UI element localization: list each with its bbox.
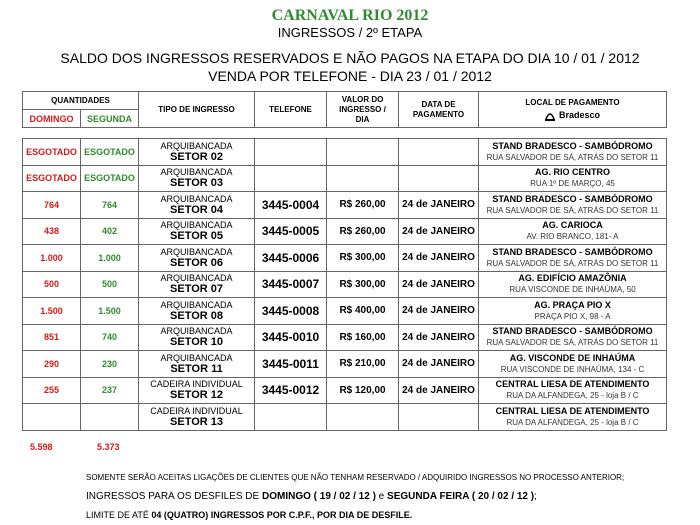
local-name: CENTRAL LIESA DE ATENDIMENTO bbox=[495, 379, 650, 390]
note-2-segunda: SEGUNDA FEIRA ( 20 / 02 / 12 ) bbox=[387, 491, 535, 502]
table-row bbox=[23, 192, 667, 219]
tipo-cell bbox=[139, 377, 255, 404]
setor-label: SETOR 13 bbox=[170, 415, 224, 428]
telefone-cell bbox=[255, 139, 327, 166]
local-address: RUA SALVADOR DE SÁ, ATRÁS DO SETOR 11 bbox=[486, 205, 659, 215]
local-cell bbox=[479, 351, 667, 378]
note-2-text: INGRESSOS PARA OS DESFILES DE bbox=[86, 491, 262, 502]
note-3-limit: 04 (QUATRO) INGRESSOS POR C.P.F., POR DIA DE DESFILE. bbox=[151, 510, 413, 520]
telefone-header: TELEFONE bbox=[255, 92, 327, 128]
note-2-end: ; bbox=[534, 491, 537, 502]
local-cell bbox=[479, 218, 667, 245]
table-row bbox=[23, 404, 667, 431]
local-address: RUA SALVADOR DE SÁ, ATRÁS DO SETOR 11 bbox=[486, 152, 659, 162]
telefone-cell: 3445-0011 bbox=[255, 351, 327, 378]
setor-label: SETOR 11 bbox=[170, 362, 223, 375]
domingo-qty: 500 bbox=[23, 271, 81, 298]
setor-label: SETOR 12 bbox=[170, 389, 224, 402]
bradesco-icon bbox=[545, 109, 555, 121]
domingo-qty: 255 bbox=[23, 377, 81, 404]
local-name: AG. VISCONDE DE INHAÚMA bbox=[509, 352, 636, 363]
tipo-label: ARQUIBANCADA bbox=[160, 352, 233, 363]
table-row bbox=[23, 351, 667, 378]
data-cell: 24 de JANEIRO bbox=[399, 351, 479, 378]
segunda-qty: ESGOTADO bbox=[81, 139, 139, 166]
local-header bbox=[479, 92, 667, 128]
tipo-label: CADEIRA INDIVIDUAL bbox=[150, 379, 243, 390]
telefone-cell: 3445-0010 bbox=[255, 324, 327, 351]
domingo-qty: ESGOTADO bbox=[23, 139, 81, 166]
note-3 bbox=[86, 510, 412, 520]
local-name: STAND BRADESCO - SAMBÓDROMO bbox=[492, 326, 653, 337]
table-row bbox=[23, 298, 667, 325]
data-cell bbox=[399, 139, 479, 166]
table-row bbox=[23, 324, 667, 351]
segunda-qty bbox=[81, 404, 139, 431]
local-address: RUA VISCONDE DE INHAÚMA, 134 - C bbox=[500, 364, 645, 374]
tipo-cell bbox=[139, 298, 255, 325]
tipo-cell bbox=[139, 192, 255, 219]
tipo-cell bbox=[139, 165, 255, 192]
tipo-label: ARQUIBANCADA bbox=[160, 326, 233, 337]
segunda-header: SEGUNDA bbox=[81, 110, 139, 128]
local-name: AG. RIO CENTRO bbox=[535, 167, 611, 178]
table-row bbox=[23, 218, 667, 245]
local-cell bbox=[479, 165, 667, 192]
local-header-label: LOCAL DE PAGAMENTO bbox=[525, 98, 620, 107]
telefone-cell: 3445-0012 bbox=[255, 377, 327, 404]
valor-cell: R$ 120,00 bbox=[327, 377, 399, 404]
tipo-label: CADEIRA INDIVIDUAL bbox=[150, 405, 243, 416]
telefone-cell bbox=[255, 165, 327, 192]
valor-cell: R$ 300,00 bbox=[327, 271, 399, 298]
segunda-qty: 1.500 bbox=[81, 298, 139, 325]
table-row bbox=[23, 139, 667, 166]
telefone-cell: 3445-0004 bbox=[255, 192, 327, 219]
valor-cell: R$ 260,00 bbox=[327, 192, 399, 219]
telefone-cell: 3445-0005 bbox=[255, 218, 327, 245]
segunda-qty: 230 bbox=[81, 351, 139, 378]
page-subtitle: INGRESSOS / 2º ETAPA bbox=[277, 25, 423, 40]
local-address: RUA 1º DE MARÇO, 45 bbox=[530, 179, 615, 189]
note-2 bbox=[86, 491, 537, 502]
valor-cell bbox=[327, 139, 399, 166]
segunda-qty: 500 bbox=[81, 271, 139, 298]
local-name: AG. EDIFÍCIO AMAZÔNIA bbox=[518, 273, 627, 284]
valor-cell bbox=[327, 165, 399, 192]
data-cell bbox=[399, 404, 479, 431]
data-cell: 24 de JANEIRO bbox=[399, 377, 479, 404]
setor-label: SETOR 08 bbox=[170, 309, 224, 322]
local-cell bbox=[479, 298, 667, 325]
domingo-qty: 851 bbox=[23, 324, 81, 351]
note-1: SOMENTE SERÃO ACEITAS LIGAÇÕES DE CLIENTES QUE NÃO TENHAM RESERVADO / ADQUIRIDO INGRESSOS NO PROCESSO ANTERIOR; bbox=[86, 473, 625, 482]
heading-line-2: VENDA POR TELEFONE - DIA 23 / 01 / 2012 bbox=[208, 68, 492, 84]
page-title: CARNAVAL RIO 2012 bbox=[271, 7, 429, 24]
local-cell bbox=[479, 377, 667, 404]
data-header bbox=[399, 92, 479, 128]
valor-cell: R$ 160,00 bbox=[327, 324, 399, 351]
domingo-qty: 1.500 bbox=[23, 298, 81, 325]
telefone-cell bbox=[255, 404, 327, 431]
local-cell bbox=[479, 324, 667, 351]
table-row bbox=[23, 271, 667, 298]
local-name: STAND BRADESCO - SAMBÓDROMO bbox=[492, 246, 653, 257]
local-name: CENTRAL LIESA DE ATENDIMENTO bbox=[495, 405, 650, 416]
local-cell bbox=[479, 404, 667, 431]
tipo-header: TIPO DE INGRESSO bbox=[139, 92, 255, 128]
telefone-cell: 3445-0006 bbox=[255, 245, 327, 272]
segunda-qty: 1.000 bbox=[81, 245, 139, 272]
local-address: RUA SALVADOR DE SÁ, ATRÁS DO SETOR 11 bbox=[486, 338, 659, 348]
segunda-qty: 740 bbox=[81, 324, 139, 351]
domingo-qty: 1.000 bbox=[23, 245, 81, 272]
tipo-cell bbox=[139, 245, 255, 272]
tipo-label: ARQUIBANCADA bbox=[160, 246, 233, 257]
domingo-header: DOMINGO bbox=[23, 110, 81, 128]
data-cell: 24 de JANEIRO bbox=[399, 192, 479, 219]
tipo-cell bbox=[139, 139, 255, 166]
valor-header-label: VALOR DO INGRESSO / DIA bbox=[339, 94, 386, 124]
tipo-label: ARQUIBANCADA bbox=[160, 273, 233, 284]
tipo-cell bbox=[139, 271, 255, 298]
data-cell: 24 de JANEIRO bbox=[399, 324, 479, 351]
valor-cell: R$ 300,00 bbox=[327, 245, 399, 272]
note-2-e: e bbox=[375, 491, 388, 502]
setor-label: SETOR 04 bbox=[170, 203, 224, 216]
local-cell bbox=[479, 139, 667, 166]
spacer bbox=[23, 128, 667, 139]
local-address: PRAÇA PIO X, 98 - A bbox=[534, 311, 611, 321]
data-cell bbox=[399, 165, 479, 192]
data-header-label: DATA DE PAGAMENTO bbox=[412, 99, 465, 119]
total-segunda: 5.373 bbox=[97, 442, 120, 452]
domingo-qty bbox=[23, 404, 81, 431]
domingo-qty: 290 bbox=[23, 351, 81, 378]
table-row bbox=[23, 245, 667, 272]
domingo-qty: 764 bbox=[23, 192, 81, 219]
setor-label: SETOR 06 bbox=[170, 256, 224, 269]
tipo-label: ARQUIBANCADA bbox=[160, 220, 233, 231]
setor-label: SETOR 07 bbox=[170, 283, 224, 296]
segunda-qty: ESGOTADO bbox=[81, 165, 139, 192]
local-address: AV. RIO BRANCO, 181- A bbox=[526, 232, 619, 242]
local-address: RUA DA ALFANDEGA, 25 - loja B / C bbox=[506, 391, 639, 401]
data-cell: 24 de JANEIRO bbox=[399, 298, 479, 325]
data-cell: 24 de JANEIRO bbox=[399, 218, 479, 245]
setor-label: SETOR 10 bbox=[170, 336, 224, 349]
bradesco-logo bbox=[479, 109, 666, 121]
tipo-cell bbox=[139, 351, 255, 378]
valor-header bbox=[327, 92, 399, 128]
local-address: RUA DA ALFANDEGA, 25 - loja B / C bbox=[506, 417, 639, 427]
note-3-text: LIMITE DE ATÉ bbox=[86, 510, 152, 520]
tickets-table bbox=[22, 91, 667, 431]
telefone-cell: 3445-0008 bbox=[255, 298, 327, 325]
segunda-qty: 402 bbox=[81, 218, 139, 245]
local-address: RUA SALVADOR DE SÁ, ATRÁS DO SETOR 11 bbox=[486, 258, 659, 268]
setor-label: SETOR 03 bbox=[170, 177, 224, 190]
tipo-label: ARQUIBANCADA bbox=[160, 140, 233, 151]
tipo-label: ARQUIBANCADA bbox=[160, 193, 233, 204]
data-cell: 24 de JANEIRO bbox=[399, 271, 479, 298]
total-domingo: 5.598 bbox=[30, 442, 53, 452]
domingo-qty: ESGOTADO bbox=[23, 165, 81, 192]
data-cell: 24 de JANEIRO bbox=[399, 245, 479, 272]
note-2-domingo: DOMINGO ( 19 / 02 / 12 ) bbox=[261, 491, 376, 502]
telefone-cell: 3445-0007 bbox=[255, 271, 327, 298]
local-cell bbox=[479, 271, 667, 298]
valor-cell: R$ 210,00 bbox=[327, 351, 399, 378]
segunda-qty: 764 bbox=[81, 192, 139, 219]
local-address: RUA VISCONDE DE INHAÚMA, 50 bbox=[509, 285, 636, 295]
setor-label: SETOR 05 bbox=[170, 230, 224, 243]
segunda-qty: 237 bbox=[81, 377, 139, 404]
local-name: STAND BRADESCO - SAMBÓDROMO bbox=[492, 140, 653, 151]
bradesco-label: Bradesco bbox=[559, 110, 601, 120]
heading-line-1: SALDO DOS INGRESSOS RESERVADOS E NÃO PAGOS NA ETAPA DO DIA 10 / 01 / 2012 bbox=[60, 50, 640, 66]
table-row bbox=[23, 377, 667, 404]
tipo-cell bbox=[139, 404, 255, 431]
valor-cell: R$ 400,00 bbox=[327, 298, 399, 325]
tipo-cell bbox=[139, 324, 255, 351]
local-cell bbox=[479, 192, 667, 219]
tipo-label: ARQUIBANCADA bbox=[160, 299, 233, 310]
domingo-qty: 438 bbox=[23, 218, 81, 245]
tipo-label: ARQUIBANCADA bbox=[160, 167, 233, 178]
valor-cell bbox=[327, 404, 399, 431]
table-row bbox=[23, 165, 667, 192]
local-name: AG. PRAÇA PIO X bbox=[534, 299, 611, 310]
valor-cell: R$ 260,00 bbox=[327, 218, 399, 245]
quantidades-header: QUANTIDADES bbox=[23, 92, 139, 110]
local-cell bbox=[479, 245, 667, 272]
local-name: AG. CARIOCA bbox=[542, 220, 603, 231]
tipo-cell bbox=[139, 218, 255, 245]
setor-label: SETOR 02 bbox=[170, 150, 224, 163]
local-name: STAND BRADESCO - SAMBÓDROMO bbox=[492, 193, 653, 204]
